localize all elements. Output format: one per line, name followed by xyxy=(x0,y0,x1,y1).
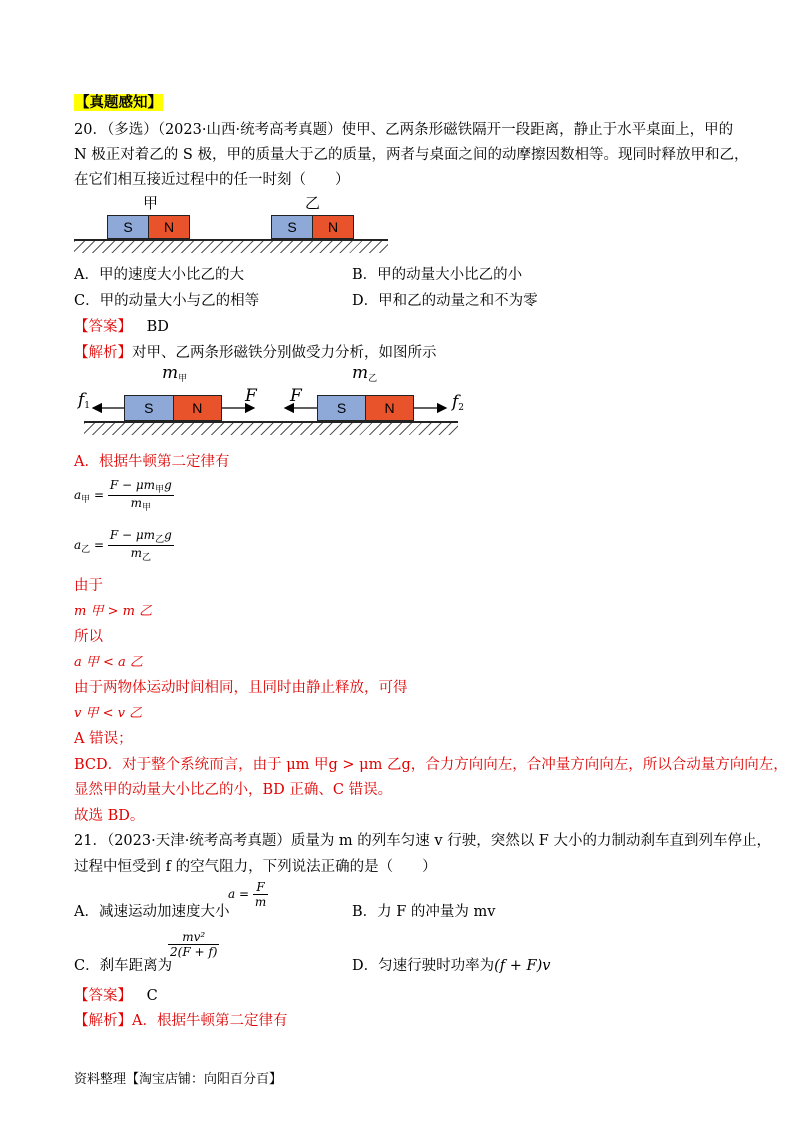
footer-credit: 资料整理【淘宝店铺：向阳百分百】 xyxy=(74,1072,283,1087)
friction-f2-label: $f_2$ xyxy=(452,392,465,413)
q20-option-b: B．甲的动量大小比乙的小 xyxy=(352,267,523,283)
q21-stem-line1: 21．（2023·天津·统考高考真题）质量为 m 的列车匀速 v 行驶，突然以 F 大小的力制动刹车直到列车停止， xyxy=(74,833,771,849)
answer-value: BD xyxy=(146,319,169,335)
q20-step-a: A．根据牛顿第二定律有 xyxy=(74,454,230,470)
mass-jia-label: $m_甲$ xyxy=(162,363,188,384)
table-surface-2 xyxy=(84,421,458,435)
equation-a-jia: $a_甲$ = $\frac{F - \mu m_甲g}{m_甲}$ xyxy=(74,478,172,513)
reason-line: 由于两物体运动时间相同，且同时由静止释放，可得 xyxy=(74,680,408,696)
q20-option-a: A．甲的速度大小比乙的大 xyxy=(74,267,244,283)
q20-stem-line1: 20．（多选）（2023·山西·统考高考真题）使甲、乙两条形磁铁隔开一段距离，静止于水平桌面上，甲的 xyxy=(74,122,734,138)
q21-answer: 【答案】 C xyxy=(74,988,158,1004)
a-wrong: A 错误； xyxy=(74,731,133,747)
mass-yi-label: $m_乙$ xyxy=(352,363,378,384)
equation-a-yi: $a_乙$ = $\frac{F - \mu m_乙g}{m_乙}$ xyxy=(74,528,172,563)
q21-option-c-formula: $\frac{\text{mv²}}{2(F + f)}$ xyxy=(170,930,218,959)
bcd-line1: BCD．对于整个系统而言，由于 μm 甲g > μm 乙g，合力方向向左，合冲量方向向左，所以合动量方向向左， xyxy=(74,757,788,773)
force-f-left-label: F xyxy=(290,386,302,406)
q20-stem-line3: 在它们相互接近过程中的任一时刻（ ） xyxy=(74,172,350,188)
q20-stem-line2: N 极正对着乙的 S 极，甲的质量大于乙的质量，两者与桌面之间的动摩擦因数相等。现同时释放甲和乙， xyxy=(74,147,749,163)
label-jia: 甲 xyxy=(143,194,159,212)
q21-option-b: B．力 F 的冲量为 mv xyxy=(352,904,496,920)
q21-stem-line2: 过程中恒受到 f 的空气阻力，下列说法正确的是（ ） xyxy=(74,859,437,875)
relation-acceleration: a 甲 < a 乙 xyxy=(74,655,143,670)
analysis-tag: 【解析】 xyxy=(74,345,132,361)
q21-option-a-formula: a = $\frac{F}{m}$ xyxy=(228,880,267,909)
so-label: 所以 xyxy=(74,629,103,645)
section-tag: 【真题感知】 xyxy=(75,94,162,111)
magnet-yi-s-pole: S xyxy=(272,216,313,238)
magnet-jia-n-pole: N xyxy=(149,216,189,238)
q20-option-c: C．甲的动量大小与乙的相等 xyxy=(74,293,260,309)
magnet-jia-force: S N xyxy=(124,395,222,421)
answer-tag: 【答案】 xyxy=(74,319,132,335)
bcd-line2: 显然甲的动量大小比乙的小，BD 正确、C 错误。 xyxy=(74,782,393,798)
q21-option-a: A．减速运动加速度大小 xyxy=(74,904,230,920)
q20-option-d: D．甲和乙的动量之和不为零 xyxy=(352,293,538,309)
force-f-right-label: F xyxy=(245,386,257,406)
q21-option-c: C．刹车距离为 xyxy=(74,958,173,974)
q21-analysis: 【解析】A．根据牛顿第二定律有 xyxy=(74,1013,288,1029)
relation-mass: m 甲 > m 乙 xyxy=(74,604,153,619)
magnet-yi-n-pole: N xyxy=(313,216,353,238)
relation-velocity: v 甲 < v 乙 xyxy=(74,706,143,721)
q21-option-d: D．匀速行驶时功率为(f + F)v xyxy=(352,958,551,974)
magnet-yi-force: S N xyxy=(317,395,414,421)
magnet-jia-s-pole: S xyxy=(108,216,149,238)
q20-analysis-intro: 【解析】对甲、乙两条形磁铁分别做受力分析，如图所示 xyxy=(74,345,437,361)
q20-conclusion: 故选 BD。 xyxy=(74,808,145,824)
since-label: 由于 xyxy=(74,578,103,594)
label-yi: 乙 xyxy=(305,194,321,212)
friction-f1-label: $f_1$ xyxy=(78,390,91,411)
